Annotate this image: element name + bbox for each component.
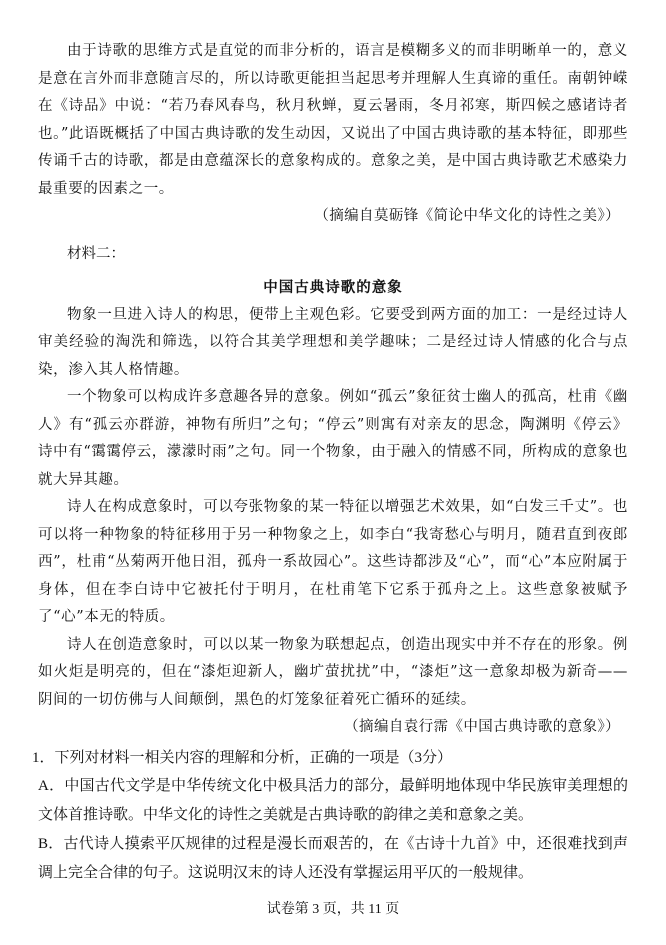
material2-paragraph-4: 诗人在创造意象时，可以以某一物象为联想起点，创造出现实中并不存在的形象。例如火炬是明亮的，但在“漆炬迎新人，幽圹萤扰扰”中，“漆炬”这一意象却极为新奇——阴间的一切仿佛与人间颠倒，黑色的灯笼象征着死亡循环的延续。	[38, 636, 628, 708]
material2-label: 材料二：	[67, 245, 125, 262]
option-b[interactable]	[38, 830, 628, 888]
material1-paragraph: 由于诗歌的思维方式是直觉的而非分析的，语言是模糊多义的而非明晰单一的，意义是意在言外而非意随言尽的，所以诗歌更能担当起思考并理解人生真谛的重任。南朝钟嵘在《诗品》中说：“若乃春风春鸟，秋月秋蝉，夏云暑雨，冬月祁寒，斯四候之感诸诗者也。”此语既概括了中国古典诗歌的发生动因，又说出了中国古典诗歌的基本特征，即那些传诵千古的诗歌，都是由意蕴深长的意象构成的。意象之美，是中国古典诗歌艺术感染力最重要的因素之一。	[38, 43, 628, 197]
material2-paragraph-1: 物象一旦进入诗人的构思，便带上主观色彩。它要受到两方面的加工：一是经过诗人审美经验的淘洗和筛选，以符合其美学理想和美学趣味；二是经过诗人情感的化合与点染，渗入其人格情趣。	[38, 306, 628, 378]
material2-paragraph-2: 一个物象可以构成许多意趣各异的意象。例如“孤云”象征贫士幽人的孤高，杜甫《幽人》有“孤云亦群游，神物有所归”之句；“停云”则寓有对亲友的思念，陶渊明《停云》诗中有“霭霭停云，濛濛时雨”之句。同一个物象，由于融入的情感不同，所构成的意象也就大异其趣。	[38, 389, 628, 488]
exam-page	[32, 38, 628, 888]
material2-paragraph-3: 诗人在构成意象时，可以夸张物象的某一特征以增强艺术效果，如“白发三千丈”。也可以将一种物象的特征移用于另一种物象之上，如李白“我寄愁心与明月，随君直到夜郎西”，杜甫“丛菊两开他日泪，孤舟一系故园心”。这些诗都涉及“心”，而“心”本应附属于身体，但在李白诗中它被托付于明月，在杜甫笔下它系于孤舟之上。这些意象被赋予了“心”本无的特质。	[38, 499, 628, 625]
option-b-text: B．古代诗人摸索平仄规律的过程是漫长而艰苦的，在《古诗十九首》中，还很难找到声调上完全合律的句子。这说明汉末的诗人还没有掌握运用平仄的一般规律。	[38, 835, 628, 881]
page-footer: 试卷第 3 页，共 11 页	[266, 902, 400, 917]
option-a[interactable]	[38, 772, 628, 830]
material2-title: 中国古典诗歌的意象	[263, 279, 403, 296]
material2-source: （摘编自袁行霈《中国古典诗歌的意象》）	[344, 719, 620, 735]
option-a-text: A．中国古代文学是中华传统文化中极具活力的部分，最鲜明地体现中华民族审美理想的文体首推诗歌。中华文化的诗性之美就是古典诗歌的韵律之美和意象之美。	[38, 777, 628, 823]
material1-source: （摘编自莫砺锋《简论中华文化的诗性之美》）	[314, 208, 620, 224]
question-stem: 1．下列对材料一相关内容的理解和分析，正确的一项是（3分）	[32, 749, 453, 766]
